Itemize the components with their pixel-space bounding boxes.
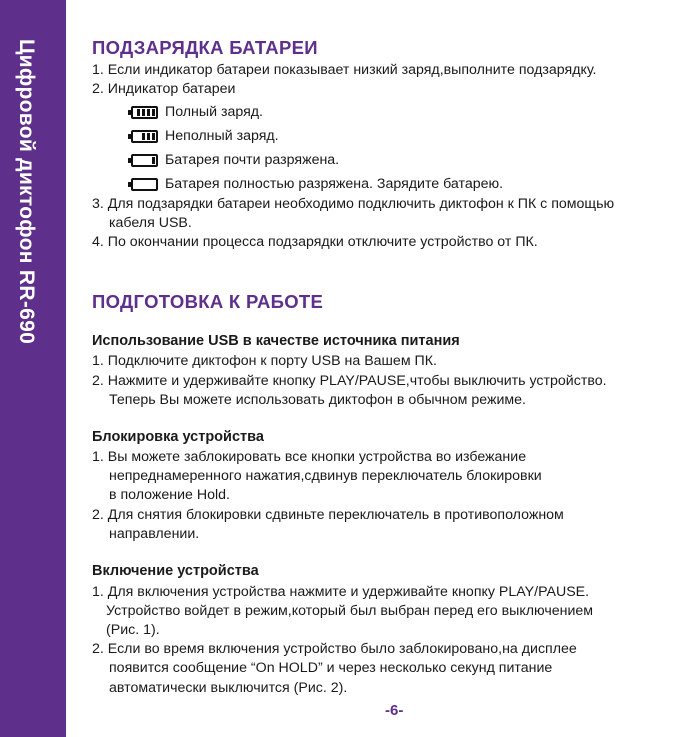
battery-partial-icon <box>131 130 158 143</box>
lock-line-5: направлении. <box>109 526 200 542</box>
usb-line-3: Теперь Вы можете использовать диктофон в обычном режиме. <box>109 392 526 408</box>
charging-line-1: 1. Если индикатор батареи показывает низкий заряд,выполните подзарядку. <box>92 62 597 78</box>
battery-level-label: Полный заряд. <box>165 104 263 120</box>
charging-line-2: 2. Индикатор батареи <box>92 81 236 97</box>
power-line-5: появится сообщение “On HOLD” и через несколько секунд питание <box>109 660 553 676</box>
power-line-6: автоматически выключится (Рис. 2). <box>109 680 348 696</box>
charging-heading: ПОДЗАРЯДКА БАТАРЕИ <box>92 37 318 58</box>
usb-line-2: 2. Нажмите и удерживайте кнопку PLAY/PAUSE,чтобы выключить устройство. <box>92 373 607 389</box>
lock-line-1: 1. Вы можете заблокировать все кнопки устройства во избежание <box>92 449 527 465</box>
battery-level-label: Неполный заряд. <box>165 128 279 144</box>
lock-line-3: в положение Hold. <box>109 487 231 503</box>
sidebar <box>0 0 66 737</box>
charging-line-4: 4. По окончании процесса подзарядки отключите устройство от ПК. <box>92 234 538 250</box>
usb-line-1: 1. Подключите диктофон к порту USB на Вашем ПК. <box>92 353 437 369</box>
prep-heading: ПОДГОТОВКА К РАБОТЕ <box>92 291 324 312</box>
charging-line-3b: кабеля USB. <box>109 215 192 231</box>
lock-line-4: 2. Для снятия блокировки сдвиньте переключатель в противоположном <box>92 507 564 523</box>
power-line-2: Устройство войдет в режим,который был выбран перед его выключением <box>106 603 594 619</box>
battery-full-icon <box>131 106 158 119</box>
power-line-4: 2. Если во время включения устройство было заблокировано,на дисплее <box>92 641 577 657</box>
sidebar-title: Цифровой диктофон RR-690 <box>15 39 38 345</box>
power-line-1: 1. Для включения устройства нажмите и удерживайте кнопку PLAY/PAUSE. <box>92 584 590 600</box>
power-line-3: (Рис. 1). <box>106 622 160 638</box>
lock-title: Блокировка устройства <box>92 429 264 445</box>
battery-level-label: Батарея полностью разряжена. Зарядите батарею. <box>165 176 504 192</box>
page-number: -6- <box>385 702 404 719</box>
lock-line-2: непреднамеренного нажатия,сдвинув переключатель блокировки <box>109 468 542 484</box>
power-title: Включение устройства <box>92 563 259 579</box>
usb-title: Использование USB в качестве источника питания <box>92 333 460 349</box>
charging-line-3a: 3. Для подзарядки батареи необходимо подключить диктофон к ПК с помощью <box>92 196 615 212</box>
battery-empty-icon <box>131 178 158 191</box>
battery-low-icon <box>131 154 158 167</box>
battery-level-label: Батарея почти разряжена. <box>165 152 340 168</box>
